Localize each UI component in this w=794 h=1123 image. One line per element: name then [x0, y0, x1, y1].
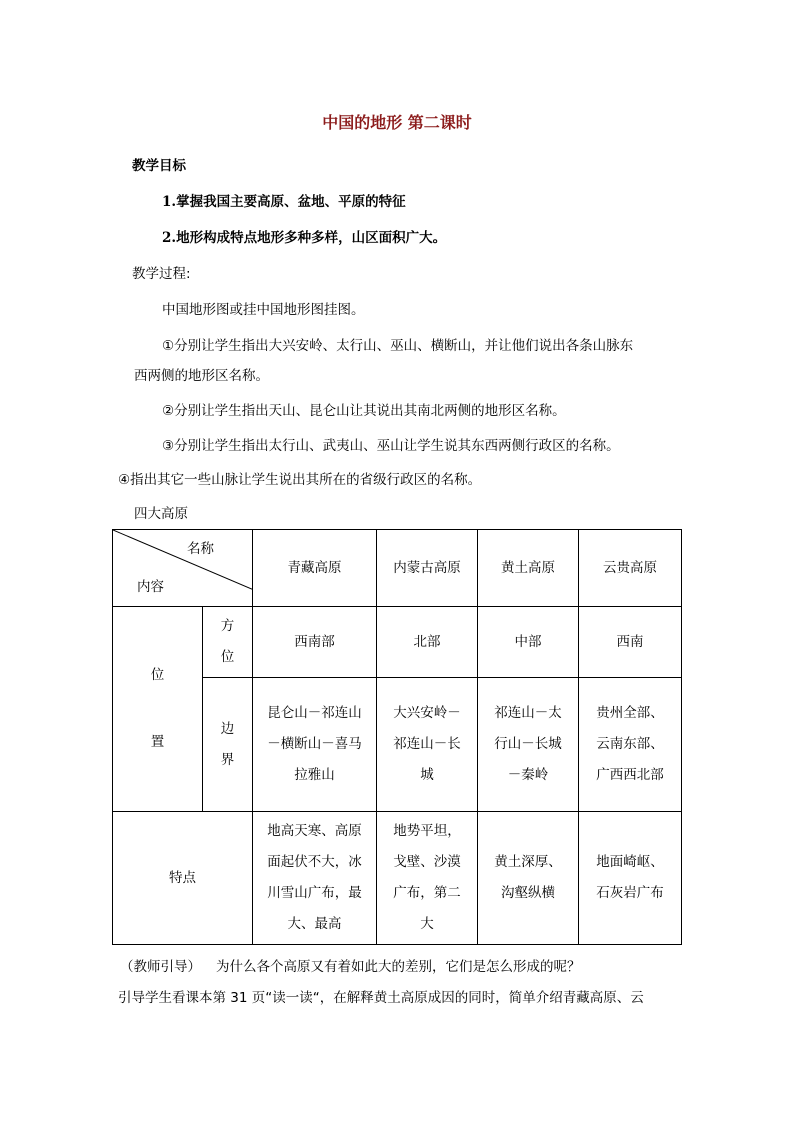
plateau-name-3: 黄土高原 — [478, 530, 579, 607]
position-label-1: 位 — [150, 667, 165, 683]
paragraph-5: ④指出其它一些山脉让学生说出其所在的省级行政区的名称。 — [118, 472, 482, 488]
position-label-cell — [113, 607, 203, 812]
process-heading: 教学过程: — [132, 266, 191, 282]
paragraph-3: ②分别让学生指出天山、昆仑山让其说出其南北两侧的地形区名称。 — [162, 403, 566, 419]
feature-4: 地面崎岖、石灰岩广布 — [579, 812, 682, 945]
features-label: 特点 — [113, 812, 253, 945]
paragraph-2a: ①分别让学生指出大兴安岭、太行山、巫山、横断山，并让他们说出各条山脉东 — [162, 338, 634, 354]
position-label-2: 置 — [150, 734, 165, 750]
header-name-label: 名称 — [187, 541, 214, 557]
last-line: 引导学生看课本第 31 页“读一读“，在解释黄土高原成因的同时，简单介绍青藏高原、云 — [118, 990, 644, 1006]
border-1: 昆仑山－祁连山－横断山－喜马拉雅山 — [253, 678, 377, 812]
feature-1: 地高天寒、高原面起伏不大，冰川雪山广布，最大、最高 — [253, 812, 377, 945]
guide-question: 为什么各个高原又有着如此大的差别，它们是怎么形成的呢？ — [216, 959, 581, 975]
border-2: 大兴安岭－祁连山－长城 — [377, 678, 478, 812]
feature-2: 地势平坦，戈壁、沙漠广布，第二大 — [377, 812, 478, 945]
plateau-name-1: 青藏高原 — [253, 530, 377, 607]
feature-3: 黄土深厚、沟壑纵横 — [478, 812, 579, 945]
table-caption: 四大高原 — [134, 506, 188, 522]
paragraph-4: ③分别让学生指出太行山、武夷山、巫山让学生说其东西两侧行政区的名称。 — [162, 438, 620, 454]
page-title: 中国的地形 第二课时 — [322, 113, 472, 132]
objectives-heading: 教学目标 — [132, 158, 186, 174]
diagonal-line — [113, 530, 252, 606]
direction-2: 北部 — [377, 607, 478, 678]
header-diagonal-cell — [113, 530, 253, 607]
header-content-label: 内容 — [137, 579, 164, 595]
border-3: 祁连山－太行山－长城－秦岭 — [478, 678, 579, 812]
direction-1: 西南部 — [253, 607, 377, 678]
guide-tag: （教师引导） — [120, 959, 201, 975]
plateau-name-2: 内蒙古高原 — [377, 530, 478, 607]
plateau-table — [112, 529, 682, 945]
plateau-name-4: 云贵高原 — [579, 530, 682, 607]
paragraph-1: 中国地形图或挂中国地形图挂图。 — [162, 302, 365, 318]
border-label: 边界 — [203, 678, 253, 812]
direction-row — [113, 607, 682, 678]
direction-3: 中部 — [478, 607, 579, 678]
features-row — [113, 812, 682, 945]
paragraph-2b: 西两侧的地形区名称。 — [134, 368, 269, 384]
objective-1: 1.掌握我国主要高原、盆地、平原的特征 — [162, 194, 406, 210]
direction-label: 方位 — [203, 607, 253, 678]
objective-2: 2.地形构成特点地形多种多样，山区面积广大。 — [162, 230, 447, 246]
border-4: 贵州全部、云南东部、广西西北部 — [579, 678, 682, 812]
direction-4: 西南 — [579, 607, 682, 678]
table-header-row — [113, 530, 682, 607]
